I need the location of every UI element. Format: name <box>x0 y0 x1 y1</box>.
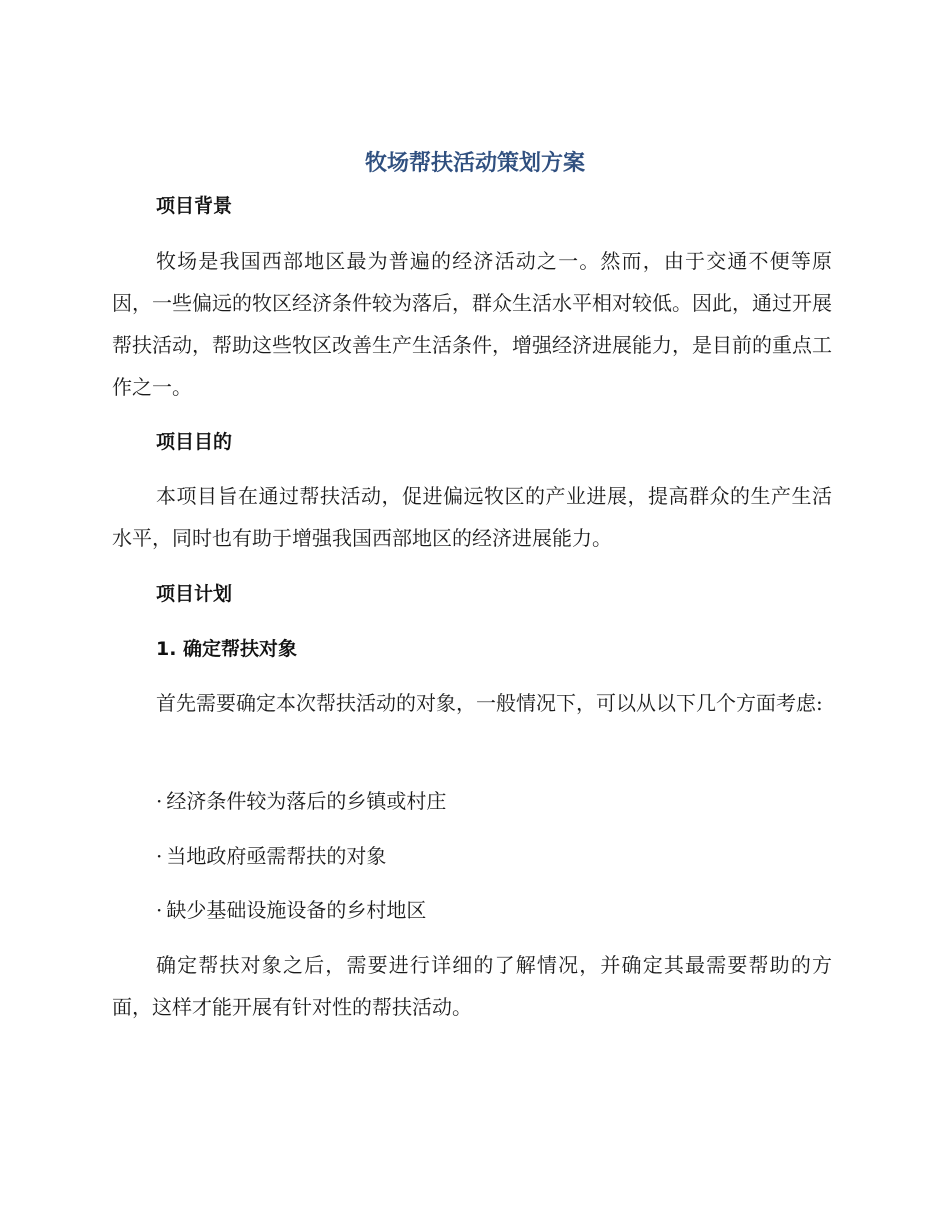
section-heading-plan: 项目计划 <box>156 583 233 605</box>
list-item <box>156 786 446 816</box>
list-item <box>156 895 426 925</box>
paragraph-plan-intro: 首先需要确定本次帮扶活动的对象，一般情况下，可以从以下几个方面考虑: <box>156 691 823 715</box>
section-heading-purpose: 项目目的 <box>156 431 233 453</box>
paragraph-plan-conclusion: 确定帮扶对象之后，需要进行详细的了解情况，并确定其最需要帮助的方面，这样才能开展有针对性的帮扶活动。 <box>112 953 832 1019</box>
list-item-text: 经济条件较为落后的乡镇或村庄 <box>166 789 447 813</box>
bullet-marker: · <box>156 844 163 868</box>
paragraph-background: 牧场是我国西部地区最为普遍的经济活动之一。然而，由于交通不便等原因，一些偏远的牧区经济条件较为落后，群众生活水平相对较低。因此，通过开展帮扶活动，帮助这些牧区改善生产生活条件，增强经济进展能力，是目前的重点工作之一。 <box>112 249 832 399</box>
section-heading-background: 项目背景 <box>156 195 233 217</box>
document-title: 牧场帮扶活动策划方案 <box>364 151 585 176</box>
subheading-determine-target: 1. 确定帮扶对象 <box>156 638 298 660</box>
paragraph-purpose: 本项目旨在通过帮扶活动，促进偏远牧区的产业进展，提高群众的生产生活水平，同时也有助于增强我国西部地区的经济进展能力。 <box>112 484 832 550</box>
list-item-text: 当地政府亟需帮扶的对象 <box>166 844 387 868</box>
bullet-marker: · <box>156 789 163 813</box>
list-item-text: 缺少基础设施设备的乡村地区 <box>166 898 427 922</box>
bullet-marker: · <box>156 898 163 922</box>
list-item <box>156 841 386 871</box>
